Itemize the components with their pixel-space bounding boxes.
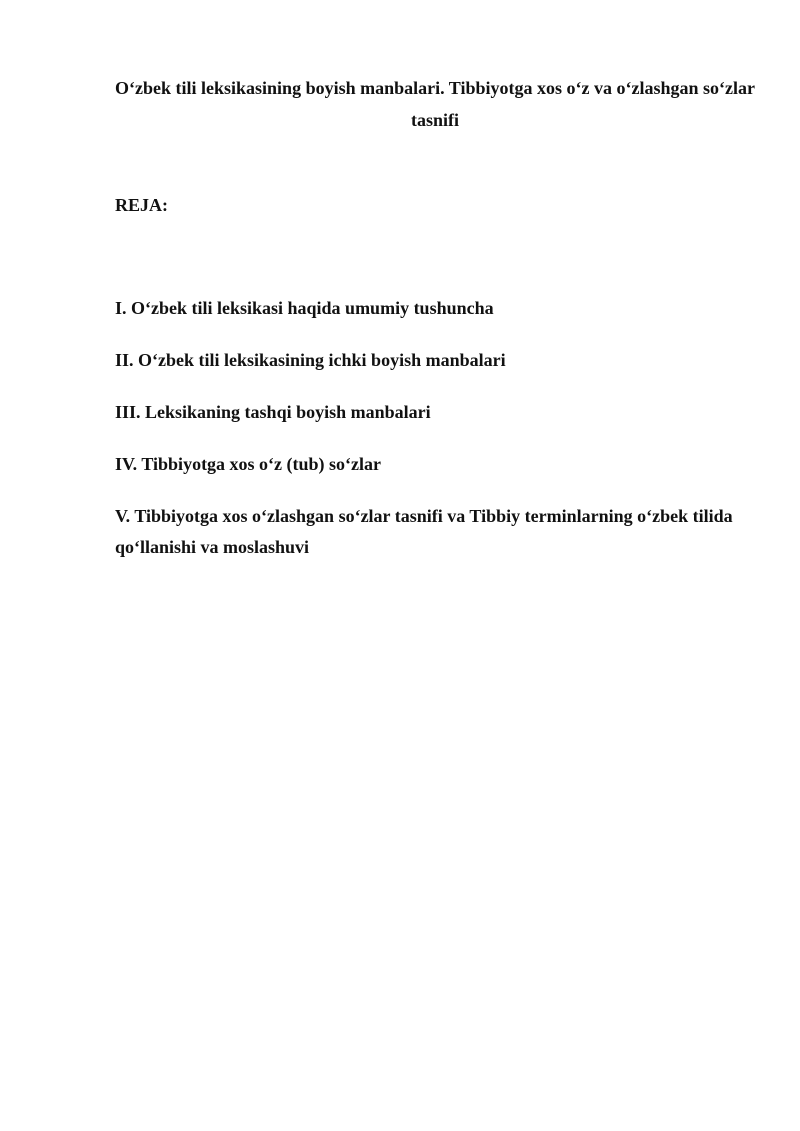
plan-list [115, 293, 735, 584]
plan-item-2: II. O‘zbek tili leksikasining ichki boyish manbalari [115, 350, 506, 370]
plan-item-1: I. O‘zbek tili leksikasi haqida umumiy tushuncha [115, 298, 494, 318]
plan-item-3: III. Leksikaning tashqi boyish manbalari [115, 402, 431, 422]
plan-item-5: V. Tibbiyotga xos o‘zlashgan so‘zlar tasnifi va Tibbiy terminlarning o‘zbek tilida qo‘llanishi va moslashuvi [115, 506, 733, 557]
document-title: O‘zbek tili leksikasining boyish manbalari. Tibbiyotga xos o‘z va o‘zlashgan so‘zlar tasnifi [115, 78, 755, 130]
plan-item-4: IV. Tibbiyotga xos o‘z (tub) so‘zlar [115, 454, 382, 474]
plan-heading: REJA: [115, 195, 168, 215]
